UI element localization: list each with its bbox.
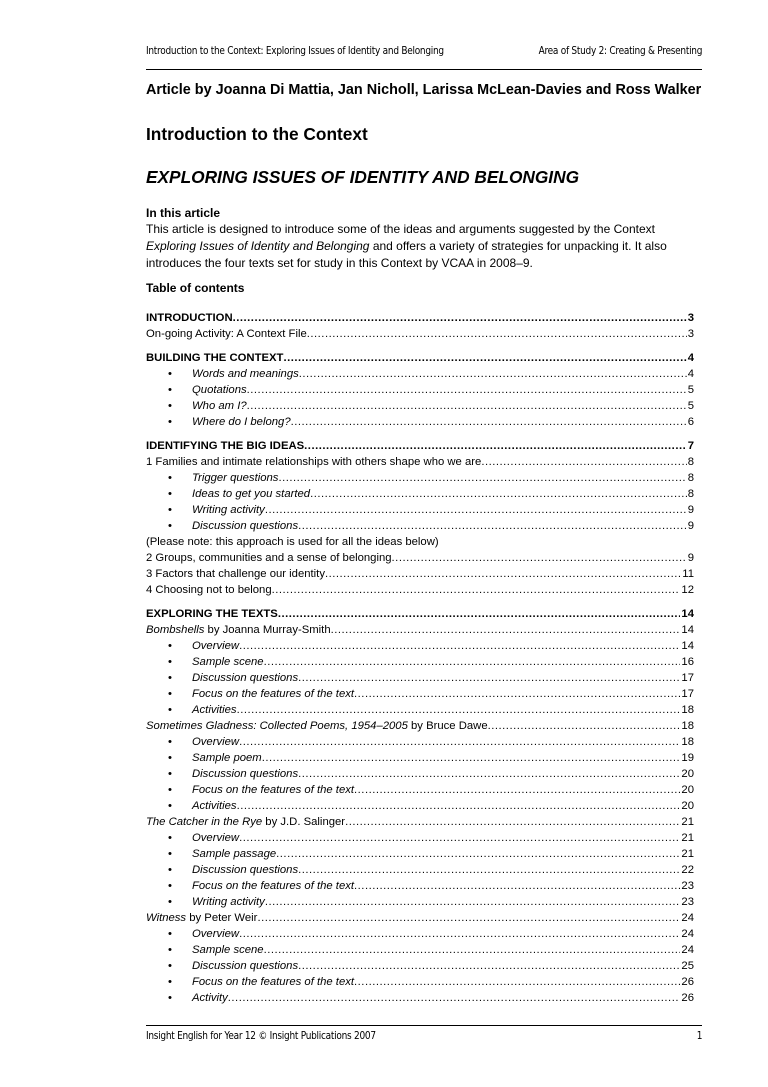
in-article-heading: In this article xyxy=(146,206,221,220)
toc-note: (Please note: this approach is used for all the ideas below) xyxy=(146,536,439,548)
toc-entry-c-overview[interactable]: • Overview ..... 21 xyxy=(146,830,694,846)
toc-entry-g-discussion[interactable]: • Discussion questions ..... 20 xyxy=(146,766,694,782)
toc-entry-c-focus[interactable]: • Focus on the features of the text ..... 23 xyxy=(146,878,694,894)
header-rule xyxy=(146,69,702,70)
toc-entry-b-activities[interactable]: • Activities ..... 18 xyxy=(146,702,694,718)
catcher-author: by J.D. Salinger xyxy=(262,816,346,828)
toc-entry-trigger[interactable]: • Trigger questions ..... 8 xyxy=(146,470,694,486)
footer-copyright: Insight English for Year 12 © Insight Publications 2007 xyxy=(146,1031,376,1042)
toc-entry-b-focus[interactable]: • Focus on the features of the text ..... 17 xyxy=(146,686,694,702)
toc-entry-idea-2[interactable]: 2 Groups, communities and a sense of belonging ..... 9 xyxy=(146,550,694,566)
toc-entry-w-activity[interactable]: • Activity ..... 26 xyxy=(146,990,694,1006)
toc-entry-words[interactable]: • Words and meanings ..... 4 xyxy=(146,366,694,382)
toc-entry-big-ideas[interactable]: IDENTIFYING THE BIG IDEAS ..... 7 xyxy=(146,438,694,454)
toc-entry-discussion-1[interactable]: • Discussion questions ..... 9 xyxy=(146,518,694,534)
toc-entry-c-discussion[interactable]: • Discussion questions ..... 22 xyxy=(146,862,694,878)
toc-entry-g-overview[interactable]: • Overview ..... 18 xyxy=(146,734,694,750)
toc-entry-building[interactable]: BUILDING THE CONTEXT ..... 4 xyxy=(146,350,694,366)
author-line: Article by Joanna Di Mattia, Jan Nicholl, Larissa McLean-Davies and Ross Walker xyxy=(146,82,702,98)
toc-entry-quotations[interactable]: • Quotations ..... 5 xyxy=(146,382,694,398)
toc-entry-w-scene[interactable]: • Sample scene ..... 24 xyxy=(146,942,694,958)
toc-entry-witness[interactable]: Witness by Peter Weir ..... 24 xyxy=(146,910,694,926)
toc-entry-g-poem[interactable]: • Sample poem ..... 19 xyxy=(146,750,694,766)
catcher-title: The Catcher in the Rye xyxy=(146,816,263,828)
intro-title: Introduction to the Context xyxy=(146,124,368,144)
toc-entry-w-discussion[interactable]: • Discussion questions ..... 25 xyxy=(146,958,694,974)
toc-entry-b-overview[interactable]: • Overview ..... 14 xyxy=(146,638,694,654)
in-article-text-italic: Exploring Issues of Identity and Belonging xyxy=(146,239,370,253)
bombshells-author: by Joanna Murray-Smith xyxy=(204,624,331,636)
toc-entry-w-focus[interactable]: • Focus on the features of the text ..... 26 xyxy=(146,974,694,990)
bombshells-title: Bombshells xyxy=(146,624,205,636)
toc-entry-w-overview[interactable]: • Overview ..... 24 xyxy=(146,926,694,942)
toc-entry-ideas-start[interactable]: • Ideas to get you started ..... 8 xyxy=(146,486,694,502)
toc-entry-g-activities[interactable]: • Activities ..... 20 xyxy=(146,798,694,814)
toc-entry-exploring[interactable]: EXPLORING THE TEXTS ..... 14 xyxy=(146,606,694,622)
main-title: EXPLORING ISSUES OF IDENTITY AND BELONGING xyxy=(146,167,580,187)
in-article-text-1: This article is designed to introduce some of the ideas and arguments suggested by the Context xyxy=(146,222,655,236)
table-of-contents xyxy=(146,310,694,1006)
toc-entry-idea-4[interactable]: 4 Choosing not to belong ..... 12 xyxy=(146,582,694,598)
toc-entry-catcher[interactable]: The Catcher in the Rye by J.D. Salinger ..... 21 xyxy=(146,814,694,830)
page-number: 1 xyxy=(696,1031,703,1042)
toc-entry-where-belong[interactable]: • Where do I belong? ..... 6 xyxy=(146,414,694,430)
gladness-title: Sometimes Gladness: Collected Poems, 1954–2005 xyxy=(146,720,408,732)
witness-title: Witness xyxy=(146,912,187,924)
toc-entry-who-am-i[interactable]: • Who am I? ..... 5 xyxy=(146,398,694,414)
gladness-author: by Bruce Dawe xyxy=(407,720,488,732)
toc-entry-g-focus[interactable]: • Focus on the features of the text ..... 20 xyxy=(146,782,694,798)
toc-entry-c-passage[interactable]: • Sample passage ..... 21 xyxy=(146,846,694,862)
header-left-text: Introduction to the Context: Exploring Issues of Identity and Belonging xyxy=(146,46,444,57)
toc-entry-c-writing[interactable]: • Writing activity ..... 23 xyxy=(146,894,694,910)
toc-entry-b-scene[interactable]: • Sample scene ..... 16 xyxy=(146,654,694,670)
header-right-text: Area of Study 2: Creating & Presenting xyxy=(538,46,703,57)
toc-heading: Table of contents xyxy=(146,281,245,295)
toc-entry-writing-1[interactable]: • Writing activity ..... 9 xyxy=(146,502,694,518)
toc-entry-context-file[interactable]: On-going Activity: A Context File ..... 3 xyxy=(146,326,694,342)
toc-entry-gladness[interactable]: Sometimes Gladness: Collected Poems, 1954–2005 by Bruce Dawe ..... 18 xyxy=(146,718,694,734)
toc-entry-introduction[interactable]: INTRODUCTION ..... 3 xyxy=(146,310,694,326)
footer-rule xyxy=(146,1025,702,1026)
toc-entry-bombshells[interactable]: Bombshells by Joanna Murray-Smith ..... 14 xyxy=(146,622,694,638)
toc-entry-idea-1[interactable]: 1 Families and intimate relationships with others shape who we are ..... 8 xyxy=(146,454,694,470)
toc-entry-idea-3[interactable]: 3 Factors that challenge our identity ..... 11 xyxy=(146,566,694,582)
in-article-paragraph xyxy=(146,221,706,272)
toc-entry-b-discussion[interactable]: • Discussion questions ..... 17 xyxy=(146,670,694,686)
witness-author: by Peter Weir xyxy=(186,912,258,924)
in-article-text-2: and offers a variety of strategies for unpacking it. It also introduces the four texts set for study in this Context by VCAA in 2008–9. xyxy=(146,239,667,270)
